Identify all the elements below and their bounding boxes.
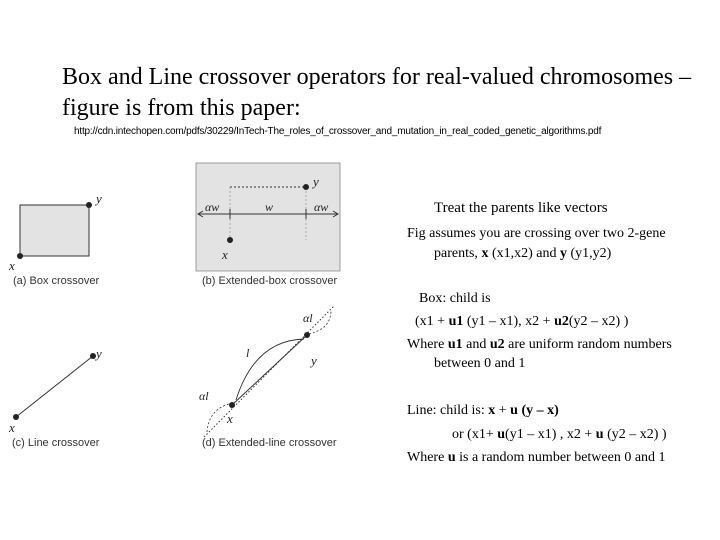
line-where-text: Where [407,450,448,465]
extended-line-dotted [204,306,334,437]
panel-c-y-label: y [96,346,102,361]
source-url: http://cdn.intechopen.com/pdfs/30229/InTech-The_roles_of_crossover_and_mutation_in_real_coded_genetic_algorithms.pdf [74,126,602,137]
box-note-text: (y2 – x2) ) [568,314,629,329]
panel-c-x-label: x [9,420,15,435]
fig-note-line2 [434,244,611,264]
box-note-text: (x1 + [415,314,449,329]
slide-title: Box and Line crossover operators for real-valued chromosomes – figure is from this paper: [62,64,692,121]
random-u1: u1 [447,337,463,352]
random-u: u [595,427,604,442]
line-note-text: + [495,403,511,418]
line-note-text: Line: child is: [407,403,489,418]
box-where-line1 [407,335,672,355]
box-note-line1 [419,289,491,309]
line-note-line1 [407,401,559,421]
alpha-l-bottom-arc [207,404,229,432]
panel-b-x-label: x [222,247,228,262]
alpha-w-right-label: αw [314,200,329,214]
line-note-text: (y2 – x2) ) [603,427,667,442]
box-note-text: Box: child is [419,291,491,306]
line-note-text: (y1 – x1) , x2 + [505,427,596,442]
fig-note-text: (x1,x2) and [488,246,560,261]
box-where-line2 [434,354,525,374]
box-where-text: Where [407,337,448,352]
l-label: l [246,346,250,360]
random-u2: u2 [489,337,505,352]
panel-d-y-label: y [311,353,317,368]
panel-b-caption: (b) Extended-box crossover [202,275,338,287]
vector-x: x [481,246,489,261]
fig-note-line1 [407,224,666,244]
box-where-text: are uniform random numbers [504,337,672,352]
panel-d-x-label: x [227,411,233,426]
w-label: w [265,200,274,214]
panel-b-y-label: y [313,174,319,189]
random-u2: u2 [554,314,569,329]
panel-a-caption: (a) Box crossover [13,275,100,287]
line-note-line2 [452,425,667,445]
notes-heading: Treat the parents like vectors [434,200,608,216]
random-u: u [447,450,456,465]
alpha-l-top-label: αl [303,311,313,325]
parent-y-point [86,202,92,208]
alpha-l-bottom-label: αl [199,389,209,403]
crossover-line [16,356,93,417]
fig-note-text: parents, [434,246,482,261]
vector-x: x [488,403,496,418]
vector-difference: (y – x) [517,403,559,418]
line-where-text: is a random number between 0 and 1 [455,450,666,465]
random-u1: u1 [448,314,464,329]
extended-line-solid [232,335,307,405]
box-where-text: between 0 and 1 [434,356,526,371]
parent-x-point [229,402,235,408]
panel-a-x-label: x [9,258,15,273]
parent-y-point [303,184,309,190]
line-note-text: or (x1+ [452,427,498,442]
panel-a-y-label: y [96,191,102,206]
parent-x-point [227,237,233,243]
fig-note-text: Fig assumes you are crossing over two 2-gene [407,226,666,241]
fig-note-text: (y1,y2) [566,246,612,261]
box-where-text: and [462,337,490,352]
box-note-text: (y1 – x1), x2 + [463,314,555,329]
panel-d-caption: (d) Extended-line crossover [202,437,337,449]
parent-x-point [17,253,23,259]
line-where [407,448,666,468]
box-note-line2 [415,312,628,332]
alpha-w-left-label: αw [205,200,220,214]
random-u: u [510,403,518,418]
vector-y: y [559,246,567,261]
panel-c-caption: (c) Line crossover [12,437,100,449]
parent-y-point [304,332,310,338]
random-u: u [497,427,506,442]
box-region [20,205,89,256]
